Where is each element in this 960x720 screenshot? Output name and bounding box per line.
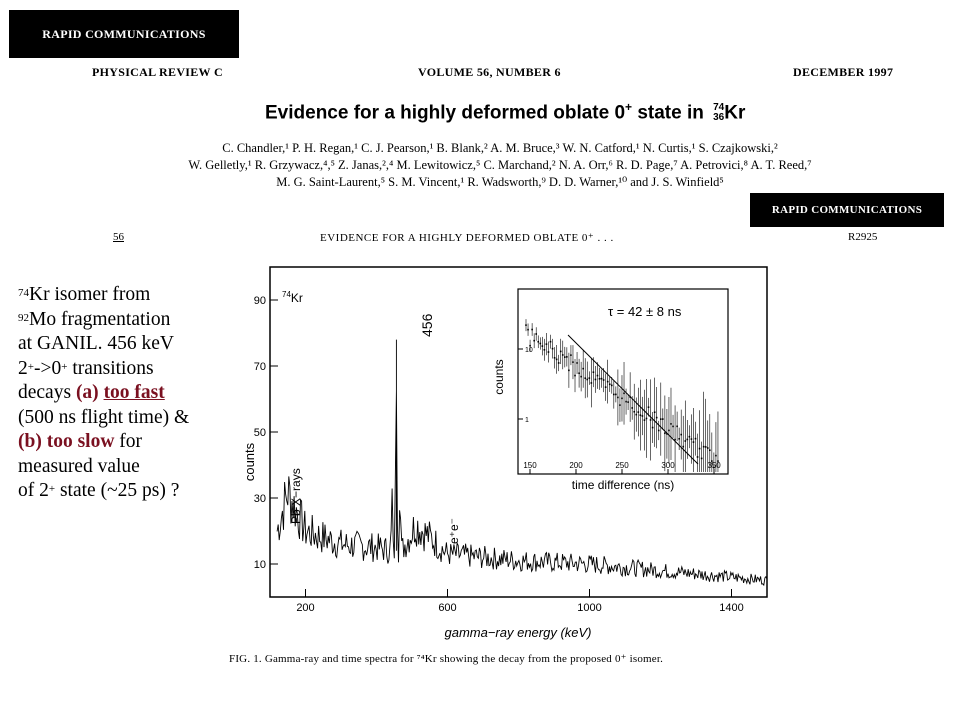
inset-data-point xyxy=(550,341,552,343)
inset-data-point xyxy=(597,375,599,377)
title-iso-z: 36 xyxy=(713,112,725,124)
title-state-in: state in xyxy=(632,102,710,124)
inset-data-point xyxy=(584,377,586,379)
inset-data-point xyxy=(697,456,699,458)
inset-data-point xyxy=(644,419,646,421)
inset-data-point xyxy=(533,340,535,342)
annot-text: 2 xyxy=(18,357,28,379)
inset-data-point xyxy=(709,449,711,451)
inset-data-point xyxy=(650,419,652,421)
slide-annotation xyxy=(18,283,268,504)
inset-x-tick-label: 150 xyxy=(523,461,537,470)
annot-text: measured value xyxy=(18,455,140,477)
paper-title xyxy=(265,100,745,124)
inset-data-point xyxy=(607,381,609,383)
main-y-tick-label: 90 xyxy=(253,295,266,307)
inset-data-point xyxy=(546,343,548,345)
inset-data-point xyxy=(615,394,617,396)
inset-data-point xyxy=(648,406,650,408)
annot-sup: + xyxy=(61,360,68,373)
inset-data-point xyxy=(638,411,640,413)
inset-data-point xyxy=(525,324,527,326)
main-x-tick-label: 600 xyxy=(438,602,457,614)
inset-data-point xyxy=(715,455,717,457)
annot-sup: + xyxy=(27,360,34,373)
rapid-communications-banner: RAPID COMMUNICATIONS xyxy=(9,10,239,58)
inset-data-point xyxy=(635,414,637,416)
main-x-tick-label: 1000 xyxy=(577,602,602,614)
author-list xyxy=(120,140,880,191)
annot-text: state (~25 ps) ? xyxy=(55,480,180,501)
annot-text: Mo fragmentation xyxy=(29,308,171,330)
inset-data-point xyxy=(682,446,684,448)
publication-date: DECEMBER 1997 xyxy=(793,65,894,79)
main-x-ticks xyxy=(296,589,743,614)
inset-data-point xyxy=(631,407,633,409)
inset-data-point xyxy=(572,361,574,363)
inset-data-point xyxy=(621,398,623,400)
inset-data-point xyxy=(531,329,533,331)
annot-text: decays xyxy=(18,382,76,403)
inset-data-point xyxy=(589,377,591,379)
inset-data-point xyxy=(670,423,672,425)
inset-data-point xyxy=(662,418,664,420)
inset-data-point xyxy=(625,401,627,403)
inset-data-point xyxy=(693,441,695,443)
inset-data-point xyxy=(593,371,595,373)
annot-highlight-underlined: too fast xyxy=(103,382,165,403)
inset-data-point xyxy=(554,357,556,359)
inset-data-point xyxy=(544,349,546,351)
annot-highlight: (b) too slow xyxy=(18,431,115,452)
inset-x-tick-label: 250 xyxy=(615,461,629,470)
journal-name: PHYSICAL REVIEW C xyxy=(92,65,223,79)
inset-data-point xyxy=(656,417,658,419)
inset-data-point xyxy=(566,356,568,358)
inset-data-point xyxy=(691,438,693,440)
inset-x-tick-label: 200 xyxy=(569,461,583,470)
inset-data-point xyxy=(627,401,629,403)
inset-data-point xyxy=(689,436,691,438)
inset-data-point xyxy=(576,362,578,364)
inset-data-point xyxy=(542,345,544,347)
annot-sup: + xyxy=(48,483,56,495)
inset-data-point xyxy=(599,378,601,380)
title-iso-mass: 74 xyxy=(713,102,725,114)
title-main: Evidence for a highly deformed oblate 0 xyxy=(265,102,626,124)
running-head-text: EVIDENCE FOR A HIGHLY DEFORMED OBLATE 0⁺ . . . xyxy=(320,232,614,244)
main-x-axis-label: gamma−ray energy (keV) xyxy=(444,625,592,640)
inset-data-point xyxy=(695,438,697,440)
inset-y-tick-label: 1 xyxy=(525,417,529,424)
inset-data-point xyxy=(570,354,572,356)
peak-456-label: 456 xyxy=(419,313,435,337)
inset-data-point xyxy=(672,426,674,428)
inset-data-point xyxy=(527,329,529,331)
inset-y-axis-label: counts xyxy=(492,359,506,395)
inset-data-point xyxy=(558,362,560,364)
inset-data-point xyxy=(699,448,701,450)
title-sup: + xyxy=(625,100,633,114)
annot-highlight: (a) xyxy=(75,382,99,403)
inset-data-point xyxy=(687,439,689,441)
inset-data-point xyxy=(684,440,686,442)
inset-data-point xyxy=(539,343,541,345)
inset-data-point xyxy=(652,427,654,429)
inset-data-point xyxy=(595,379,597,381)
inset-data-point xyxy=(564,356,566,358)
inset-y-tick-label: 10 xyxy=(525,347,533,354)
inset-data-point xyxy=(680,434,682,436)
inset-data-point xyxy=(568,370,570,372)
inset-data-point xyxy=(646,418,648,420)
annot-sup: 92 xyxy=(18,311,29,324)
inset-data-point xyxy=(591,382,593,384)
author-line: W. Gelletly,¹ R. Grzywacz,⁴,⁵ Z. Janas,²,⁴ M. Lewitowicz,⁵ C. Marchand,² N. A. Orr,⁶ R. D. Page,⁷ A. Petrovici,⁸ A. T. Reed,⁷ xyxy=(188,158,812,172)
inset-data-point xyxy=(658,430,660,432)
title-element: Kr xyxy=(724,102,746,124)
inset-data-point xyxy=(537,341,539,343)
inset-data-point xyxy=(707,447,709,449)
inset-data-point xyxy=(582,368,584,370)
inset-data-point xyxy=(574,375,576,377)
inset-data-point xyxy=(552,348,554,350)
inset-data-point xyxy=(701,458,703,460)
inset-data-point xyxy=(654,411,656,413)
inset-x-axis-label: time difference (ns) xyxy=(571,478,675,492)
inset-x-tick-label: 350 xyxy=(707,461,721,470)
isotope-sup: 74 xyxy=(282,290,291,299)
running-head-number: R2925 xyxy=(848,231,878,243)
inset-data-point xyxy=(703,446,705,448)
inset-data-point xyxy=(642,415,644,417)
inset-tau-label: τ = 42 ± 8 ns xyxy=(608,304,682,319)
main-y-tick-label: 70 xyxy=(253,361,266,373)
inset-data-point xyxy=(603,379,605,381)
inset-data-point xyxy=(611,385,613,387)
annot-text: Kr isomer from xyxy=(29,284,151,305)
inset-data-point xyxy=(580,376,582,378)
volume-number: VOLUME 56, NUMBER 6 xyxy=(418,65,561,79)
isotope-name: Kr xyxy=(290,291,303,305)
inset-data-point xyxy=(609,383,611,385)
ee-label: e⁺e⁻ xyxy=(447,517,461,544)
inset-data-point xyxy=(601,378,603,380)
inset-data-point xyxy=(660,418,662,420)
inset-data-point xyxy=(664,432,666,434)
main-x-tick-label: 1400 xyxy=(719,602,744,614)
inset-data-point xyxy=(586,379,588,381)
title-isotope-numbers xyxy=(713,103,724,123)
inset-data-point xyxy=(560,351,562,353)
inset-data-point xyxy=(548,351,550,353)
rapid-communications-banner-right: RAPID COMMUNICATIONS xyxy=(750,193,944,227)
author-line: M. G. Saint-Laurent,⁵ S. M. Vincent,¹ R. Wadsworth,⁹ D. D. Warner,¹⁰ and J. S. Winfield⁵ xyxy=(276,175,724,189)
running-head-page: 56 xyxy=(113,231,124,243)
figure-caption: FIG. 1. Gamma-ray and time spectra for ⁷⁴Kr showing the decay from the proposed 0⁺ isomer. xyxy=(229,653,664,665)
gamma-ray-spectrum-figure xyxy=(242,262,775,647)
inset-data-point xyxy=(556,359,558,361)
main-y-tick-label: 50 xyxy=(253,427,266,439)
main-y-tick-label: 30 xyxy=(253,493,266,505)
main-x-tick-label: 200 xyxy=(296,602,315,614)
annot-text: transitions xyxy=(67,357,154,379)
main-y-axis-label: counts xyxy=(242,442,257,482)
inset-data-point xyxy=(678,438,680,440)
pb-xray-label: Pb X−rays xyxy=(289,468,303,524)
inset-data-point xyxy=(562,354,564,356)
inset-data-point xyxy=(623,393,625,395)
inset-x-tick-label: 300 xyxy=(661,461,675,470)
author-line: C. Chandler,¹ P. H. Regan,¹ C. J. Pearson,¹ B. Blank,² A. M. Bruce,³ W. N. Catford,¹ N. Curtis,¹ S. Czajkowski,² xyxy=(222,141,778,155)
annot-text: for xyxy=(114,431,143,452)
inset-data-point xyxy=(619,404,621,406)
annot-text: of 2 xyxy=(18,480,49,501)
annot-text: ->0 xyxy=(33,357,62,379)
inset-data-point xyxy=(617,397,619,399)
annot-text: (500 ns flight time) & xyxy=(18,406,190,428)
main-isotope-label xyxy=(282,290,303,305)
inset-data-point xyxy=(633,411,635,413)
annot-text: at GANIL. 456 keV xyxy=(18,333,174,354)
inset-data-point xyxy=(613,394,615,396)
annot-sup: 74 xyxy=(18,287,29,299)
inset-data-point xyxy=(640,414,642,416)
main-y-tick-label: 10 xyxy=(253,559,266,571)
inset-data-point xyxy=(676,426,678,428)
inset-data-point xyxy=(668,430,670,432)
inset-data-point xyxy=(578,372,580,374)
inset-data-point xyxy=(705,446,707,448)
inset-data-point xyxy=(535,333,537,335)
inset-data-point xyxy=(605,386,607,388)
